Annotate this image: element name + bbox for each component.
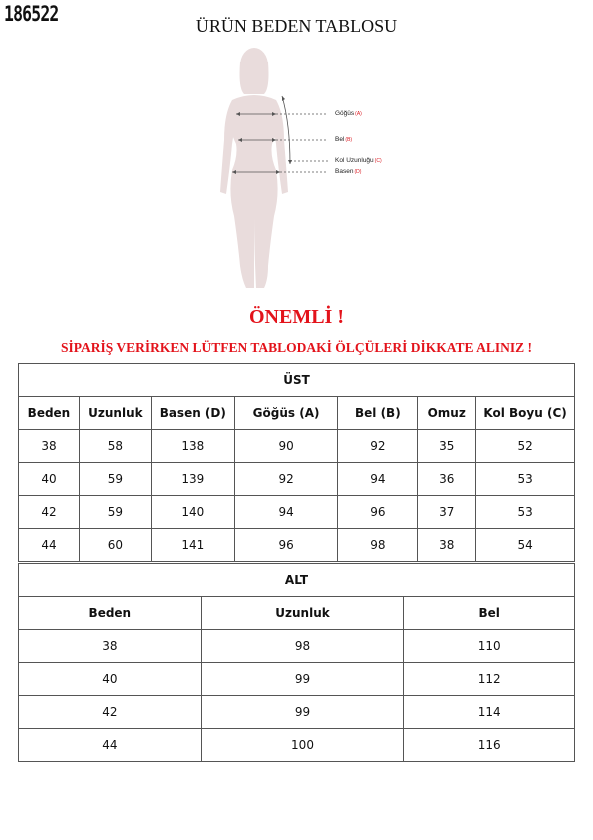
table-cell: 100 bbox=[201, 729, 404, 762]
table-cell: 96 bbox=[338, 496, 418, 529]
table-row bbox=[19, 696, 575, 729]
table-cell: 58 bbox=[79, 430, 151, 463]
column-header: Omuz bbox=[418, 397, 476, 430]
table-cell: 37 bbox=[418, 496, 476, 529]
table-cell: 59 bbox=[79, 463, 151, 496]
table-cell: 141 bbox=[151, 529, 234, 562]
column-header: Basen (D) bbox=[151, 397, 234, 430]
table-cell: 53 bbox=[476, 496, 575, 529]
waist-label: Bel(B) bbox=[335, 136, 353, 143]
table-cell: 140 bbox=[151, 496, 234, 529]
table-cell: 54 bbox=[476, 529, 575, 562]
table-cell: 110 bbox=[404, 630, 575, 663]
table-row bbox=[19, 630, 575, 663]
table-cell: 99 bbox=[201, 696, 404, 729]
top-size-table bbox=[18, 363, 575, 562]
column-header: Göğüs (A) bbox=[234, 397, 338, 430]
hip-label: Basen(D) bbox=[335, 168, 362, 175]
column-header: Beden bbox=[19, 397, 80, 430]
table-cell: 53 bbox=[476, 463, 575, 496]
table-cell: 44 bbox=[19, 729, 202, 762]
table-cell: 60 bbox=[79, 529, 151, 562]
table-cell: 38 bbox=[19, 630, 202, 663]
table-row bbox=[19, 496, 575, 529]
table-cell: 99 bbox=[201, 663, 404, 696]
table-header-row bbox=[19, 397, 575, 430]
column-header: Kol Boyu (C) bbox=[476, 397, 575, 430]
table-cell: 98 bbox=[338, 529, 418, 562]
table-header-row bbox=[19, 597, 575, 630]
table-cell: 138 bbox=[151, 430, 234, 463]
table-cell: 94 bbox=[338, 463, 418, 496]
page-title: ÜRÜN BEDEN TABLOSU bbox=[195, 16, 398, 36]
chest-label: Göğüs(A) bbox=[335, 110, 362, 117]
bottom-table-title: ALT bbox=[19, 564, 575, 597]
column-header: Bel (B) bbox=[338, 397, 418, 430]
column-header: Beden bbox=[19, 597, 202, 630]
table-cell: 116 bbox=[404, 729, 575, 762]
table-cell: 52 bbox=[476, 430, 575, 463]
bottom-size-table bbox=[18, 563, 575, 762]
table-cell: 42 bbox=[19, 696, 202, 729]
table-cell: 59 bbox=[79, 496, 151, 529]
table-row bbox=[19, 463, 575, 496]
table-cell: 112 bbox=[404, 663, 575, 696]
column-header: Uzunluk bbox=[79, 397, 151, 430]
table-cell: 38 bbox=[19, 430, 80, 463]
warning-notice: SİPARİŞ VERİRKEN LÜTFEN TABLODAKİ ÖLÇÜLERİ DİKKATE ALINIZ ! bbox=[61, 340, 532, 355]
table-cell: 90 bbox=[234, 430, 338, 463]
table-row bbox=[19, 663, 575, 696]
table-cell: 114 bbox=[404, 696, 575, 729]
table-cell: 42 bbox=[19, 496, 80, 529]
table-cell: 139 bbox=[151, 463, 234, 496]
product-code: 186522 bbox=[4, 2, 59, 26]
table-cell: 40 bbox=[19, 663, 202, 696]
table-cell: 38 bbox=[418, 529, 476, 562]
table-cell: 36 bbox=[418, 463, 476, 496]
important-heading: ÖNEMLİ ! bbox=[249, 306, 344, 328]
table-cell: 40 bbox=[19, 463, 80, 496]
column-header: Bel bbox=[404, 597, 575, 630]
table-cell: 92 bbox=[338, 430, 418, 463]
sleeve-length-label: Kol Uzunluğu(C) bbox=[335, 157, 382, 164]
table-cell: 98 bbox=[201, 630, 404, 663]
table-row bbox=[19, 729, 575, 762]
table-cell: 96 bbox=[234, 529, 338, 562]
body-measurement-figure bbox=[210, 44, 380, 294]
column-header: Uzunluk bbox=[201, 597, 404, 630]
table-cell: 44 bbox=[19, 529, 80, 562]
table-cell: 35 bbox=[418, 430, 476, 463]
table-row bbox=[19, 430, 575, 463]
table-row bbox=[19, 529, 575, 562]
table-cell: 92 bbox=[234, 463, 338, 496]
top-table-title: ÜST bbox=[19, 364, 575, 397]
table-cell: 94 bbox=[234, 496, 338, 529]
